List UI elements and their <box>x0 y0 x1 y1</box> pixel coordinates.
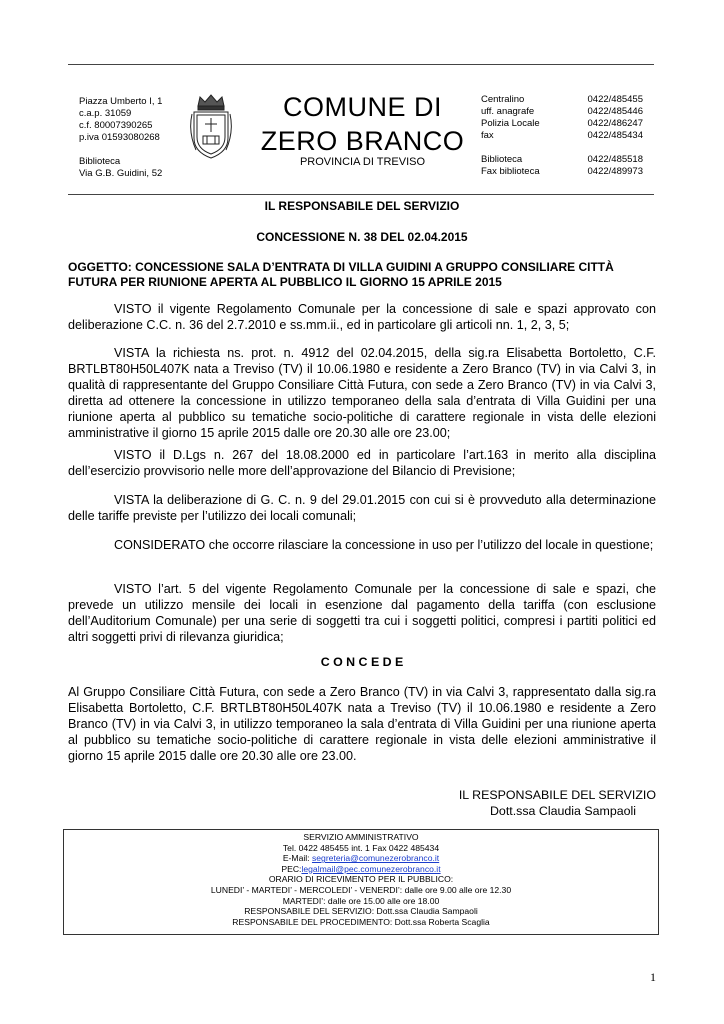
paragraph-considerato: CONSIDERATO che occorre rilasciare la concessione in uso per l’utilizzo del locale in questione; <box>114 538 654 552</box>
footer-hours-heading: ORARIO DI RICEVIMENTO PER IL PUBBLICO: <box>268 874 454 885</box>
oggetto: OGGETTO: CONCESSIONE SALA D’ENTRATA DI VILLA GUIDINI A GRUPPO CONSILIARE CITTÀ FUTURA PER RIUNIONE APERTA AL PUBBLICO IL GIORNO 15 APRILE 2015 <box>68 260 614 289</box>
title-line-1: COMUNE DI <box>283 92 442 122</box>
address-line: Piazza Umberto I, 1 <box>79 96 163 107</box>
address-line: c.f. 80007390265 <box>79 120 153 131</box>
title-line-2: ZERO BRANCO <box>260 126 465 156</box>
page-number: 1 <box>650 970 656 984</box>
paragraph-vista-richiesta: VISTA la richiesta ns. prot. n. 4912 del 02.04.2015, della sig.ra Elisabetta Bortoletto, C.F. BRTLBT80H50L407K nata a Treviso (TV) il 10.06.1980 e residente a Zero Branco (TV) in via Calvi 3, in qualità di rappresentante del Gruppo Consiliare Città Futura, con sede a Zero Branco (TV) in via Calvi 3, diretta ad ottenere la concessione in utilizzo temporaneo della sala d’entrata di Villa Guidini per una riunione aperta al pubblico su tematiche socio-politiche di carattere regionale in vista delle elezioni amministrative il giorno 15 aprile 2015 dalle ore 20.30 alle ore 23.00; <box>68 346 656 440</box>
paragraph-visto-regolamento: VISTO il vigente Regolamento Comunale per la concessione di sale e spazi approvato con deliberazione C.C. n. 36 del 2.7.2010 e ss.mm.ii., ed in particolare gli articoli nn. 1, 2, 3, 5; <box>68 302 656 332</box>
contact-row: Centralino 0422/485455 <box>481 94 643 105</box>
footer-email-line: E-Mail: segreteria@comunezerobranco.it <box>282 853 440 864</box>
footer-responsabile-procedimento: RESPONSABILE DEL PROCEDIMENTO: Dott.ssa Roberta Scaglia <box>232 916 490 927</box>
concede-heading: C O N C E D E <box>320 655 404 669</box>
library-contact-row: Biblioteca 0422/485518 <box>481 154 643 165</box>
email-link[interactable]: segreteria@comunezerobranco.it <box>311 853 440 864</box>
pec-link[interactable]: legalmail@pec.comunezerobranco.it <box>301 863 441 874</box>
header-rule <box>68 194 654 195</box>
footer-pec-line: PEC:legalmail@pec.comunezerobranco.it <box>281 863 441 874</box>
library-line: Biblioteca <box>79 156 121 167</box>
coat-of-arms-icon <box>186 92 236 162</box>
address-line: c.a.p. 31059 <box>79 108 132 119</box>
signature-name: Dott.ssa Claudia Sampaoli <box>489 804 636 818</box>
paragraph-concessione: Al Gruppo Consiliare Città Futura, con sede a Zero Branco (TV) in via Calvi 3, rappresentato dalla sig.ra Elisabetta Bortoletto, C.F. BRTLBT80H50L407K nata a Treviso (TV) il 10.06.1980 e residente a Zero Branco (TV) in via Calvi 3, in utilizzo temporaneo la sala d’entrata di Villa Guidini per una riunione aperta al pubblico su tematiche socio-politiche di carattere regionale in vista delle elezioni amministrative il giorno 15 aprile 2015 dalle ore 20.30 alle ore 23.00. <box>68 685 656 763</box>
paragraph-vista-deliberazione: VISTA la deliberazione di G. C. n. 9 del 29.01.2015 con cui si è provveduto alla determinazione delle tariffe previste per l’utilizzo dei locali comunali; <box>68 493 656 523</box>
paragraph-visto-dlgs: VISTO il D.Lgs n. 267 del 18.08.2000 ed in particolare l’art.163 in merito alla disciplina dell’esercizio provvisorio nelle more dell’approvazione del Bilancio di Previsione; <box>68 448 656 478</box>
responsabile-heading: IL RESPONSABILE DEL SERVIZIO <box>264 199 460 213</box>
address-line: p.iva 01593080268 <box>79 132 160 143</box>
address-block <box>79 96 189 180</box>
footer-service: SERVIZIO AMMINISTRATIVO <box>303 832 419 842</box>
contact-row: uff. anagrafe 0422/485446 <box>481 106 643 117</box>
signature-title: IL RESPONSABILE DEL SERVIZIO <box>458 788 656 802</box>
footer-hours-1: LUNEDI’ - MARTEDI’ - MERCOLEDI’ - VENERDI’: dalle ore 9.00 alle ore 12.30 <box>210 884 512 895</box>
footer-box <box>63 829 659 935</box>
municipality-title <box>250 90 475 158</box>
contacts-block <box>481 94 643 178</box>
province-label: PROVINCIA DI TREVISO <box>299 156 426 168</box>
library-contact-row: Fax biblioteca 0422/489973 <box>481 166 643 177</box>
contact-row: Polizia Locale 0422/486247 <box>481 118 643 129</box>
contact-row: fax 0422/485434 <box>481 130 643 141</box>
footer-phone: Tel. 0422 485455 int. 1 Fax 0422 485434 <box>282 842 440 853</box>
library-line: Via G.B. Guidini, 52 <box>79 168 163 179</box>
top-rule <box>68 64 654 65</box>
footer-responsabile-servizio: RESPONSABILE DEL SERVIZIO: Dott.ssa Claudia Sampaoli <box>244 906 478 917</box>
footer-hours-2: MARTEDI’: dalle ore 15.00 alle ore 18.00 <box>282 895 440 906</box>
concessione-heading: CONCESSIONE N. 38 DEL 02.04.2015 <box>256 230 468 244</box>
paragraph-visto-art5: VISTO l’art. 5 del vigente Regolamento Comunale per la concessione di sale e spazi, che prevede un utilizzo mensile dei locali in esenzione dal pagamento della tariffa (con esclusione dell’Auditorium Comunale) per una serie di soggetti tra cui i soggetti politici, compresi i partiti politici ed altri soggetti privi di rilevanza giuridica; <box>68 582 656 644</box>
